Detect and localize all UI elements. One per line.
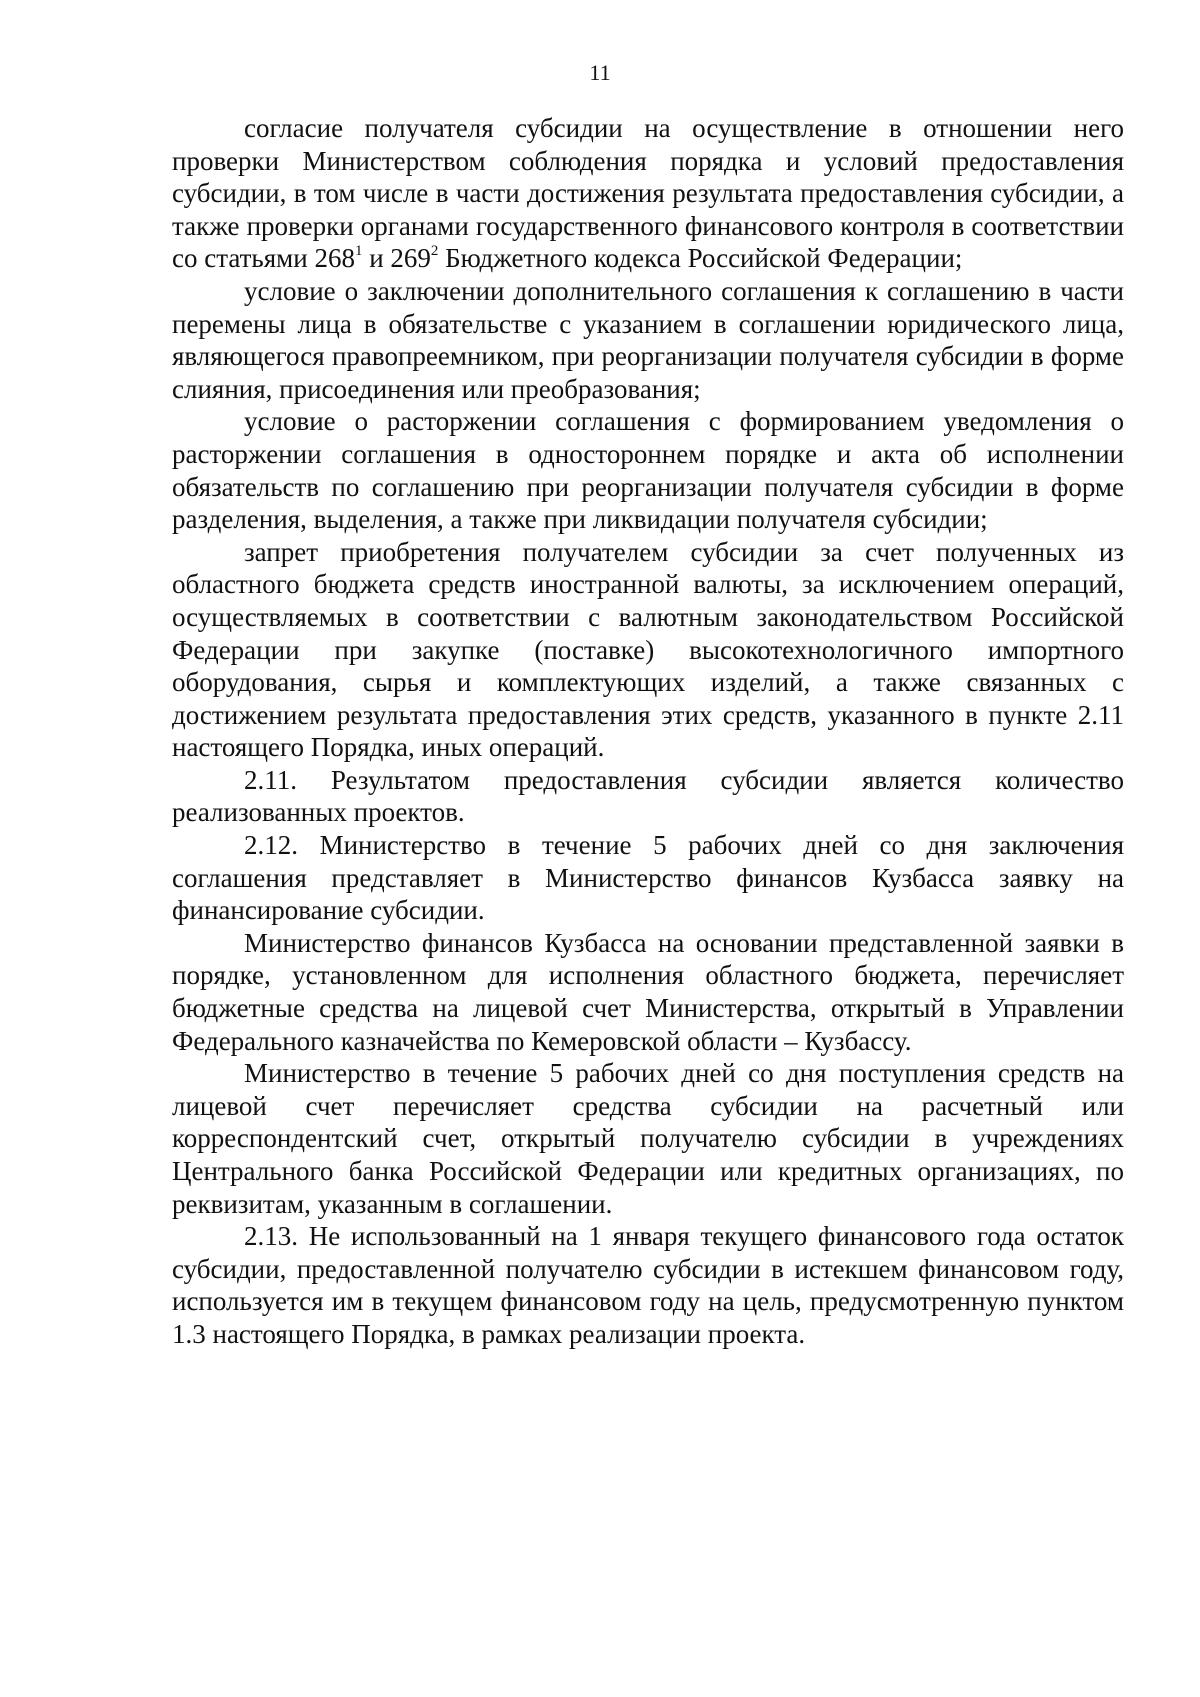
paragraph-termination: условие о расторжении соглашения с формированием уведомления о расторжении соглашения в одностороннем порядке и акта об исполнении обязательств по соглашению при реорганизации получателя субсидии в форме разделения, выделения, а также при ликвидации получателя субсидии; — [172, 406, 1124, 535]
paragraph-text: согласие получателя субсидии на осуществление в отношении него проверки Министерством соблюдения порядка и условий предоставления субсидии, в том числе в части достижения результата предоставления субсидии, а также проверки органами государственного финансового контроля в соответствии со статьями 268 — [172, 113, 1124, 274]
paragraph-text: и 269 — [362, 243, 431, 274]
paragraph-currency-ban: запрет приобретения получателем субсидии за счет полученных из областного бюджета средств иностранной валюты, за исключением операций, осуществляемых в соответствии с валютным законодательством Российской Федерации при закупке (поставке) высокотехнологичного импортного оборудования, сырья и комплектующих изделий, а также связанных с достижением результата предоставления этих средств, указанного в пункте 2.11 настоящего Порядка, иных операций. — [172, 536, 1124, 763]
paragraph-verification-consent — [172, 112, 1124, 275]
paragraph-2-13: 2.13. Не использованный на 1 января текущего финансового года остаток субсидии, предоставленной получателю субсидии в истекшем финансовом году, используется им в текущем финансовом году на цель, предусмотренную пунктом 1.3 настоящего Порядка, в рамках реализации проекта. — [172, 1221, 1124, 1349]
paragraph-finance-ministry: Министерство финансов Кузбасса на основании представленной заявки в порядке, установленном для исполнения областного бюджета, перечисляет бюджетные средства на лицевой счет Министерства, открытый в Управлении Федерального казначейства по Кемеровской области – Кузбассу. — [172, 927, 1124, 1056]
paragraph-transfer: Министерство в течение 5 рабочих дней со дня поступления средств на лицевой счет перечисляет средства субсидии на расчетный или корреспондентский счет, открытый получателю субсидии в учреждениях Центрального банка Российской Федерации или кредитных организациях, по реквизитам, указанным в соглашении. — [172, 1058, 1124, 1219]
document-body — [172, 112, 1124, 1351]
paragraph-additional-agreement: условие о заключении дополнительного соглашения к соглашению в части перемены лица в обязательстве с указанием в соглашении юридического лица, являющегося правопреемником, при реорганизации получателя субсидии в форме слияния, присоединения или преобразования; — [172, 275, 1124, 404]
superscript: 1 — [354, 243, 363, 260]
superscript: 2 — [430, 243, 439, 260]
page-number: 11 — [589, 60, 611, 85]
paragraph-2-12: 2.12. Министерство в течение 5 рабочих дней со дня заключения соглашения представляет в Министерство финансов Кузбасса заявку на финансирование субсидии. — [172, 830, 1124, 926]
paragraph-text: Бюджетного кодекса Российской Федерации; — [438, 243, 963, 274]
paragraph-2-11: 2.11. Результатом предоставления субсидии является количество реализованных проектов. — [172, 764, 1124, 828]
